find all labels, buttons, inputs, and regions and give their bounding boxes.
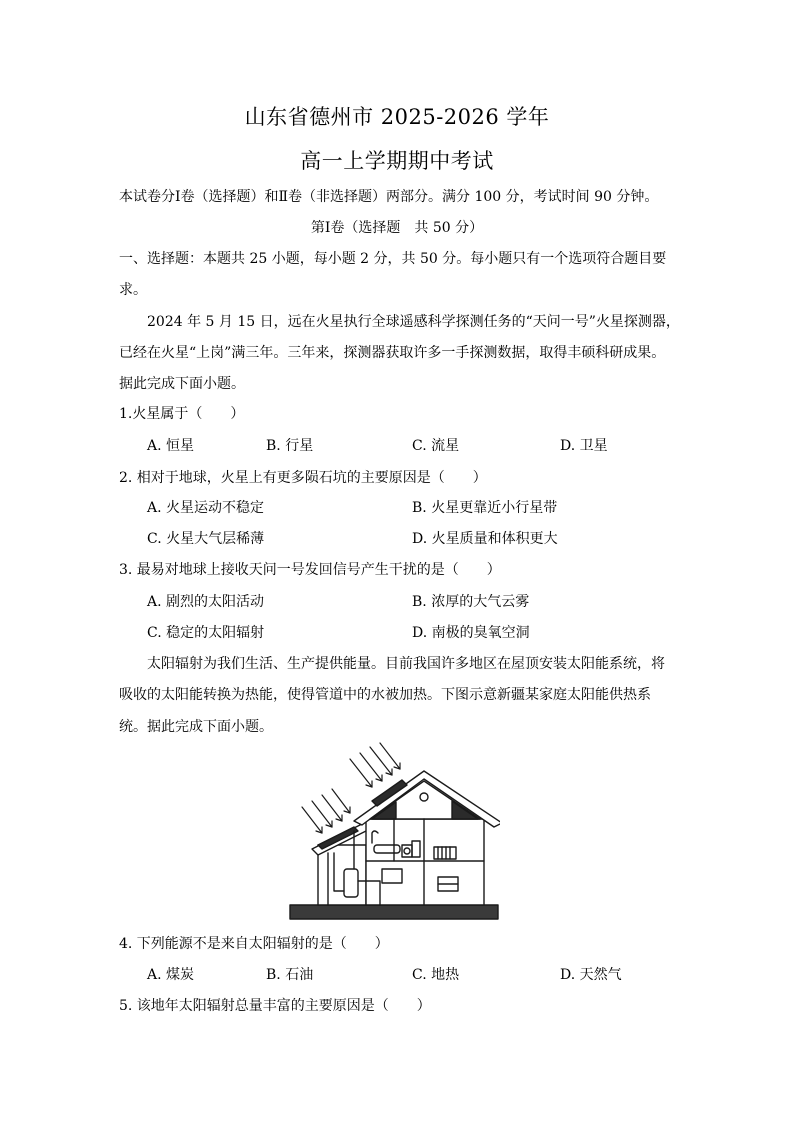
question-4-stem: 4. 下列能源不是来自太阳辐射的是（ ）: [119, 936, 389, 952]
question-4-option-d[interactable]: D. 天然气: [560, 967, 622, 983]
exam-title-line2: 高一上学期期中考试: [300, 149, 494, 173]
question-4-option-a[interactable]: A. 煤炭: [147, 967, 195, 983]
question-1-stem: 1.火星属于（ ）: [119, 406, 245, 422]
question-3-option-d[interactable]: D. 南极的臭氧空洞: [412, 625, 530, 641]
question-1-option-b[interactable]: B. 行星: [266, 438, 314, 454]
part1-instructions-line2: 求。: [119, 282, 147, 298]
section-heading: 第Ⅰ卷（选择题 共 50 分）: [310, 220, 484, 236]
question-2-option-d[interactable]: D. 火星质量和体积更大: [412, 531, 558, 547]
exam-title-line1: 山东省德州市 2025-2026 学年: [244, 105, 550, 129]
question-2-option-a[interactable]: A. 火星运动不稳定: [147, 500, 265, 516]
question-3-stem: 3. 最易对地球上接收天问一号发回信号产生干扰的是（ ）: [119, 562, 501, 578]
passage2-line2: 吸收的太阳能转换为热能，使得管道中的水被加热。下图示意新疆某家庭太阳能供热系: [119, 687, 651, 703]
question-4-option-c[interactable]: C. 地热: [412, 967, 460, 983]
question-1-option-c[interactable]: C. 流星: [412, 438, 460, 454]
question-1-option-a[interactable]: A. 恒星: [147, 438, 195, 454]
passage1-line1: 2024 年 5 月 15 日，远在火星执行全球遥感科学探测任务的“天问一号”火星探测器，: [147, 314, 680, 330]
question-2-option-c[interactable]: C. 火星大气层稀薄: [147, 531, 265, 547]
passage1-line2: 已经在火星“上岗”满三年。三年来，探测器获取许多一手探测数据，取得丰硕科研成果。: [119, 345, 666, 361]
question-3-option-b[interactable]: B. 浓厚的大气云雾: [412, 594, 530, 610]
question-2-option-b[interactable]: B. 火星更靠近小行星带: [412, 500, 558, 516]
solar-heated-house-illustration: [288, 741, 500, 923]
passage2-line1: 太阳辐射为我们生活、生产提供能量。目前我国许多地区在屋顶安装太阳能系统，将: [147, 656, 665, 672]
question-2-stem: 2. 相对于地球，火星上有更多陨石坑的主要原因是（ ）: [119, 470, 487, 486]
passage2-line3: 统。据此完成下面小题。: [119, 719, 273, 735]
question-3-option-c[interactable]: C. 稳定的太阳辐射: [147, 625, 265, 641]
part1-instructions-line1: 一、选择题：本题共 25 小题，每小题 2 分，共 50 分。每小题只有一个选项符合题目要: [119, 251, 667, 267]
question-4-option-b[interactable]: B. 石油: [266, 967, 314, 983]
question-5-stem: 5. 该地年太阳辐射总量丰富的主要原因是（ ）: [119, 998, 431, 1014]
passage1-line3: 据此完成下面小题。: [119, 376, 245, 392]
exam-intro: 本试卷分Ⅰ卷（选择题）和Ⅱ卷（非选择题）两部分。满分 100 分，考试时间 90 分钟。: [119, 189, 659, 205]
question-1-option-d[interactable]: D. 卫星: [560, 438, 608, 454]
question-3-option-a[interactable]: A. 剧烈的太阳活动: [147, 594, 265, 610]
